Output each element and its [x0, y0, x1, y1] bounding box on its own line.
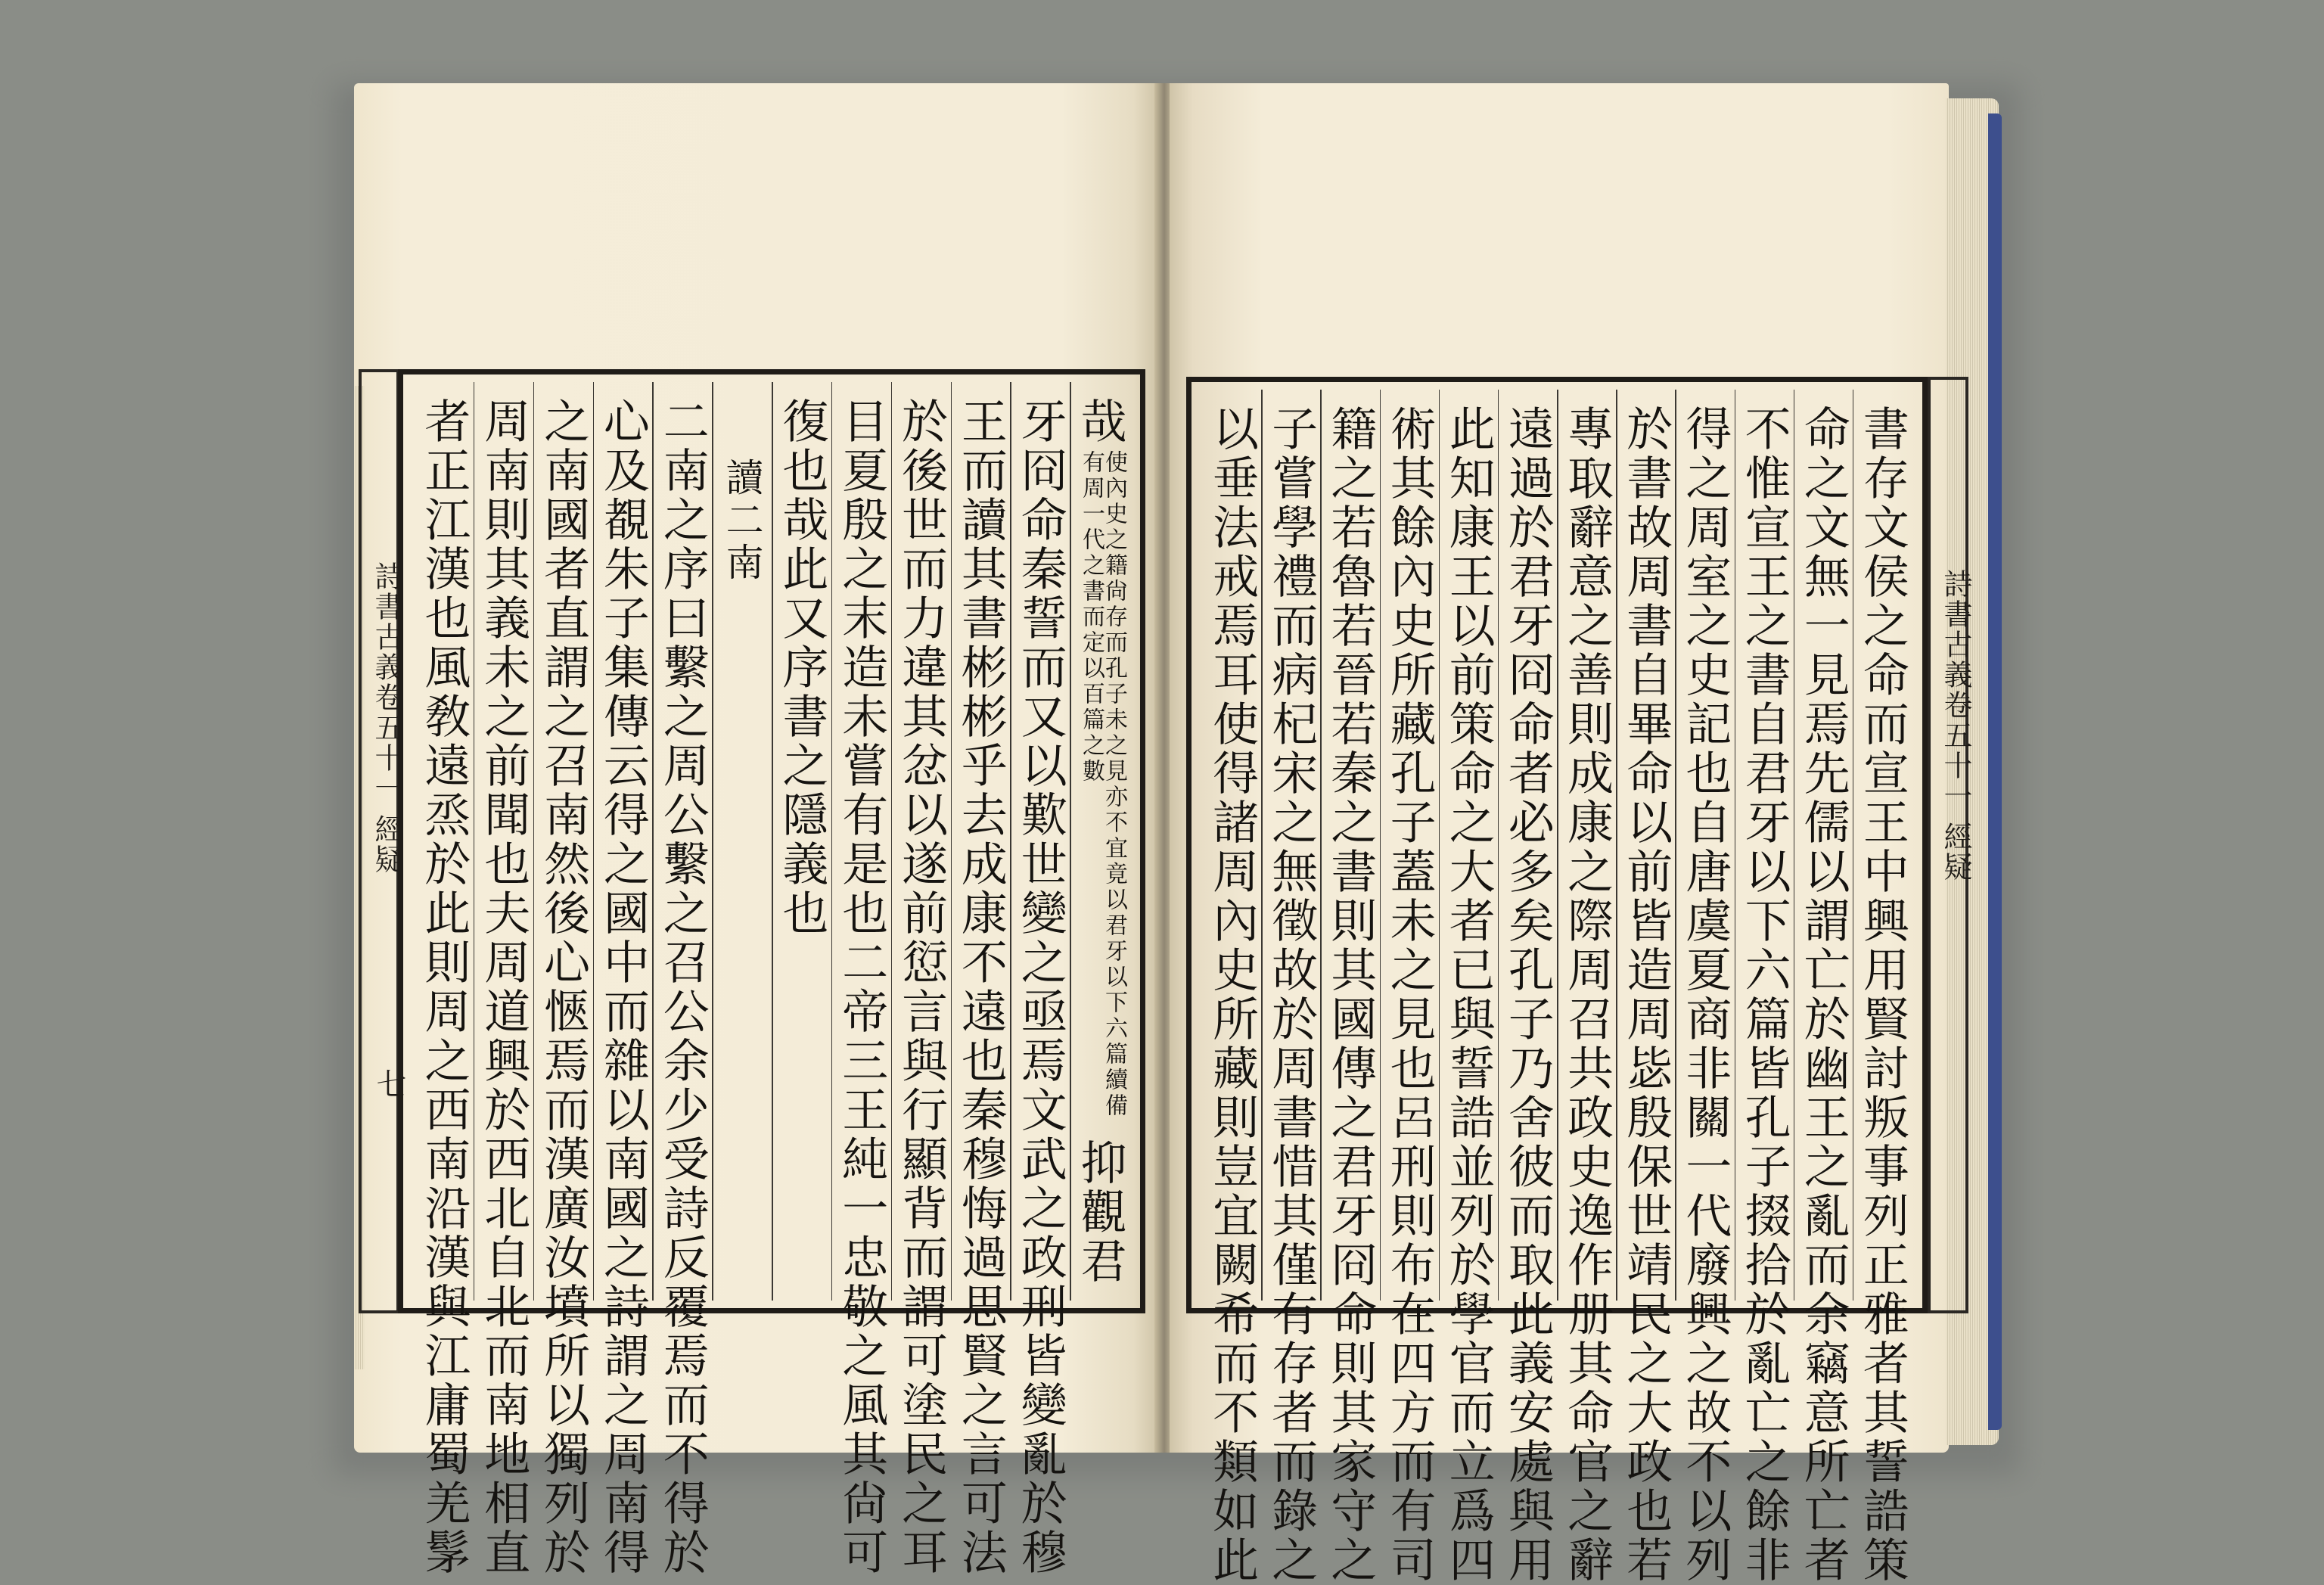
left-column-text: 於後世而力違其忿以遂前愆言與行顯背而謂可塗民之耳 [894, 397, 949, 1577]
left-column-text: 之南國者直謂之召南然後心愜焉而漢廣汝墳所以獨列於 [536, 397, 591, 1577]
right-text-panel [1186, 377, 1928, 1585]
left-column-text: 王而讀其書彬彬乎去成康不遠也秦穆悔過思賢之言可法 [953, 397, 1008, 1577]
left-margin-title: 詩書古義卷五十一 經疑 [370, 561, 403, 875]
right-column-text: 術其餘內史所藏孔子蓋未之見也呂刑則布在四方而有司 [1382, 405, 1437, 1585]
right-column-text: 命之文無一見焉先儒以謂亡於幽王之亂而余竊意所亡者 [1796, 405, 1850, 1585]
left-column-text: 讀二南 [719, 458, 764, 585]
left-column-text: 哉 [1073, 397, 1127, 446]
left-column-rule [891, 382, 893, 1301]
right-column [1794, 382, 1853, 1585]
right-column-rule [1498, 390, 1499, 1301]
left-column-text: 牙冏命秦誓而又以歎世變之亟焉文武之政刑皆變亂於穆 [1013, 397, 1067, 1577]
left-column-rule [772, 382, 773, 1301]
right-column-rule [1735, 390, 1736, 1301]
left-column [533, 374, 593, 1577]
right-margin-title: 詩書古義卷五十一 經疑 [1939, 569, 1972, 883]
left-column-rule [652, 382, 654, 1301]
right-column-text: 籍之若魯若晉若秦之書則其國傳之君牙冏命則其家守之 [1323, 405, 1378, 1585]
right-column-rule [1320, 390, 1322, 1301]
right-column-rule [1557, 390, 1558, 1301]
left-column [712, 374, 772, 1308]
right-column [1202, 382, 1261, 1585]
left-column [772, 374, 831, 1308]
right-column-text: 不惟宣王之書自君牙以下六篇皆孔子掇拾於亂亡之餘非 [1737, 405, 1791, 1585]
right-column [1675, 382, 1734, 1585]
right-column-rule [1380, 390, 1381, 1301]
left-column-tail-text: 抑觀君 [1073, 1139, 1127, 1286]
right-column-text: 子嘗學禮而病杞宋之無徵故於周書惜其僅有存者而錄之 [1264, 405, 1319, 1585]
left-column [1010, 374, 1070, 1577]
left-column [652, 374, 712, 1577]
right-column [1439, 382, 1498, 1585]
left-column [1070, 374, 1129, 1308]
right-column-text: 於書故周書自畢命以前皆造周毖殷保世靖民之大政也若 [1619, 405, 1673, 1585]
blue-cover-edge [1988, 113, 2002, 1430]
left-column [414, 374, 474, 1577]
left-column [593, 374, 653, 1577]
left-column-rule [1070, 382, 1071, 1301]
left-column [951, 374, 1011, 1577]
right-column [1498, 382, 1557, 1585]
right-column-rule [1261, 390, 1263, 1301]
right-column-rule [1794, 390, 1795, 1301]
left-column-text: 二南之序曰繫之周公繫之召公余少受詩反覆焉而不得於 [655, 397, 710, 1577]
left-column-rule [533, 382, 535, 1301]
left-column [891, 374, 951, 1577]
right-column [1735, 382, 1794, 1585]
right-column-text: 遠過於君牙冏命者必多矣孔子乃舍彼而取此義安處與用 [1500, 405, 1555, 1585]
right-column-text: 專取辭意之善則成康之際周召共政史逸作册其命官之辭 [1560, 405, 1614, 1585]
right-column [1616, 382, 1675, 1585]
left-annotation-text: 使內史之籍尙存而孔子未之見亦不宜竟以君牙以下六篇續備有周一代之書而定以百篇之數 [1077, 450, 1127, 1119]
right-column-text: 以垂法戒焉耳使得諸周內史所藏則豈宜闕希而不類如此 [1205, 405, 1260, 1585]
left-margin-banxin [359, 369, 406, 1313]
left-column-rule [831, 382, 833, 1301]
left-text-panel [398, 369, 1145, 1577]
left-column-rule [474, 382, 475, 1301]
right-column [1380, 382, 1439, 1585]
left-column-rule [712, 382, 713, 1301]
right-column-rule [1853, 390, 1854, 1301]
left-column-rule [1010, 382, 1011, 1301]
left-column [474, 374, 533, 1577]
left-column-text: 復也哉此又序書之隱義也 [775, 397, 829, 938]
left-column-text: 目夏殷之末造未嘗有是也二帝三王純一忠敬之風其尙可 [834, 397, 889, 1577]
left-column-text: 周南則其義未之前聞也夫周道興於西北自北而南地相直 [477, 397, 531, 1577]
left-column-text: 者正江漢也風敎遠烝於此則周之西南沿漢與江庸蜀羌髳 [417, 397, 471, 1577]
right-column-rule [1439, 390, 1440, 1301]
left-column-rule [593, 382, 595, 1301]
right-column-text: 書存文侯之命而宣王中興用賢討叛事列正雅者其誓誥策 [1855, 405, 1909, 1585]
left-column-rule [951, 382, 952, 1301]
right-margin-banxin [1928, 377, 1972, 1313]
right-column-text: 得之周室之史記也自唐虞夏商非關一代廢興之故不以列 [1678, 405, 1732, 1585]
left-column [831, 374, 891, 1577]
left-page-number: 七 [371, 1068, 406, 1099]
right-column [1853, 382, 1912, 1585]
right-column [1261, 382, 1320, 1585]
right-column [1557, 382, 1616, 1585]
right-column-text: 此知康王以前策命之大者已與誓誥並列於學官而立爲四 [1441, 405, 1496, 1585]
right-column [1320, 382, 1379, 1585]
left-column-text: 心及覩朱子集傳云得之國中而雜以南國之詩謂之周南得 [595, 397, 650, 1577]
right-column-rule [1616, 390, 1617, 1301]
right-column-rule [1675, 390, 1676, 1301]
